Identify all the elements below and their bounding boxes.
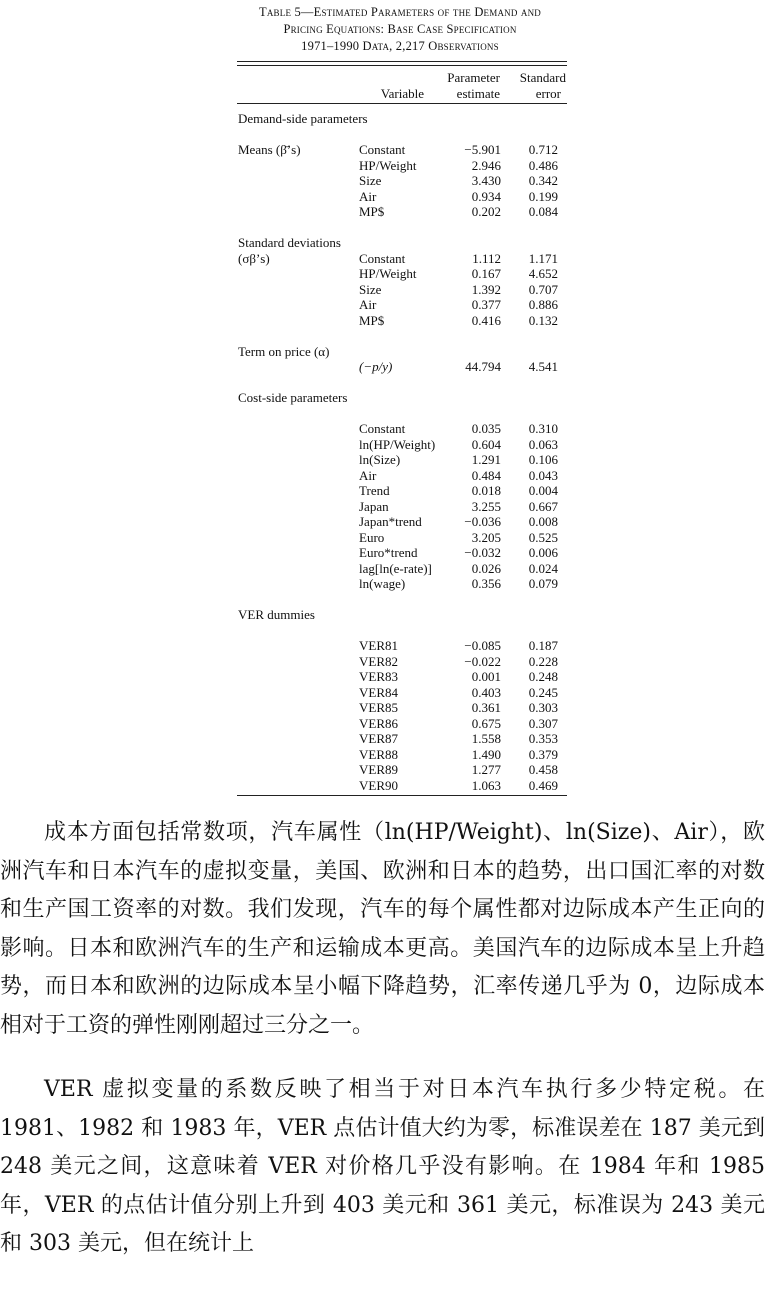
table-row	[238, 483, 568, 499]
variable-name: VER85	[359, 700, 398, 715]
parameter-estimate: −5.901	[464, 142, 501, 157]
table-row	[238, 514, 568, 530]
variable-name: ln(Size)	[359, 452, 401, 467]
variable-name: Constant	[359, 250, 406, 266]
group-label: Standard deviations	[238, 235, 341, 250]
table-row	[238, 685, 568, 701]
paragraph: 成本方面包括常数项，汽车属性（ln(HP/Weight)、ln(Size)、Air），欧洲汽车和日本汽车的虚拟变量，美国、欧洲和日本的趋势，出口国汇率的对数和生产国工资率的对数。我们发现，汽车的每个属性都对边际成本产生正向的影响。日本和欧洲汽车的生产和运输成本更高。美国汽车的边际成本呈上升趋势，而日本和欧洲的边际成本呈小幅下降趋势，汇率传递几乎为 0，边际成本相对于工资的弹性刚刚超过三分之一。	[0, 820, 765, 1038]
parameter-estimate: −0.022	[464, 653, 501, 669]
header-estimate	[430, 70, 500, 102]
table-row	[238, 545, 568, 561]
standard-error: 0.486	[528, 157, 558, 173]
standard-error: 0.707	[528, 281, 558, 297]
variable-name: ln(wage)	[359, 576, 406, 591]
section-heading-label: VER dummies	[238, 607, 315, 622]
header-standard-error	[505, 70, 566, 102]
table-row	[238, 437, 568, 453]
blank-line	[238, 220, 568, 236]
table-row	[238, 266, 568, 282]
standard-error: 1.171	[528, 250, 558, 266]
variable-name: Japan	[359, 498, 389, 514]
variable-name: VER84	[359, 684, 398, 700]
parameter-estimate: 0.416	[471, 312, 501, 328]
table-row	[238, 561, 568, 577]
blank-line	[238, 406, 568, 422]
standard-error: 0.353	[528, 731, 558, 746]
variable-name: (−p/y)	[359, 359, 393, 374]
section-heading	[238, 607, 568, 623]
parameter-estimate: 1.490	[471, 746, 501, 762]
standard-error: 0.006	[528, 545, 558, 560]
parameter-estimate: 0.202	[471, 204, 501, 219]
standard-error: 0.712	[528, 142, 558, 157]
parameter-estimate: 0.484	[471, 467, 501, 483]
blank-line	[238, 328, 568, 344]
parameter-estimate: 3.430	[471, 173, 501, 188]
standard-error: 0.303	[528, 700, 558, 715]
standard-error: 4.652	[528, 266, 558, 281]
paragraph: VER 虚拟变量的系数反映了相当于对日本汽车执行多少特定税。在 1981、1982 和 1983 年，VER 点估计值大约为零，标准误差在 187 美元到 248 美元之间，这意味着 VER 对价格几乎没有影响。在 1984 年和 1985 年，VER 的点估计值分别上升到 403 美元和 361 美元，标准误为 243 美元和 303 美元，但在统计上	[0, 1077, 765, 1256]
standard-error: 0.379	[528, 746, 558, 762]
parameter-estimate: 1.277	[471, 762, 501, 777]
standard-error: 0.228	[528, 653, 558, 669]
standard-error: 0.063	[528, 436, 558, 452]
group-label: Means (β̄’s)	[238, 142, 301, 157]
standard-error: 0.043	[528, 467, 558, 483]
variable-name: Constant	[359, 421, 406, 436]
table-row	[238, 297, 568, 313]
body-text	[0, 814, 765, 1290]
parameter-estimate: 1.291	[471, 452, 501, 467]
standard-error: 0.469	[528, 777, 558, 793]
blank-line	[238, 623, 568, 639]
parameter-estimate: 3.255	[471, 498, 501, 514]
standard-error: 0.342	[528, 173, 558, 188]
standard-error: 0.132	[528, 312, 558, 328]
variable-name: Air	[359, 467, 377, 483]
standard-error: 0.458	[528, 762, 558, 777]
table-row	[238, 158, 568, 174]
section-heading-label: Term on price (α)	[238, 343, 330, 359]
parameter-estimate: 0.675	[471, 715, 501, 731]
standard-error: 0.084	[528, 204, 558, 219]
variable-name: VER89	[359, 762, 398, 777]
header-rule	[237, 103, 567, 104]
variable-name: Size	[359, 173, 382, 188]
parameter-estimate: 0.403	[471, 684, 501, 700]
parameter-estimate: 0.035	[471, 421, 501, 436]
variable-name: Trend	[359, 483, 390, 498]
table-title-line: 1971–1990 Data, 2,217 Observations	[301, 39, 499, 53]
table-row	[238, 638, 568, 654]
variable-name: Size	[359, 281, 382, 297]
standard-error: 0.008	[528, 514, 558, 529]
parameter-estimate: 0.361	[471, 700, 501, 715]
variable-name: VER83	[359, 669, 398, 684]
standard-error: 0.248	[528, 669, 558, 684]
variable-name: Air	[359, 297, 377, 312]
parameter-estimate: 1.558	[471, 731, 501, 746]
header-se-line1: Standard	[519, 70, 566, 85]
variable-name: MP$	[359, 204, 385, 219]
section-heading	[238, 111, 568, 127]
parameter-estimate: 2.946	[471, 157, 501, 173]
variable-name: MP$	[359, 312, 385, 328]
parameter-estimate: 1.112	[472, 250, 501, 266]
variable-name: VER86	[359, 715, 398, 731]
standard-error: 0.667	[528, 498, 558, 514]
variable-name: ln(HP/Weight)	[359, 436, 436, 452]
table-row	[238, 204, 568, 220]
standard-error: 4.541	[528, 359, 558, 374]
variable-name: VER90	[359, 777, 398, 793]
parameter-estimate: 0.377	[471, 297, 501, 312]
header-estimate-line2: estimate	[456, 86, 500, 101]
standard-error: 0.024	[528, 560, 558, 576]
parameter-estimate: 1.392	[471, 281, 501, 297]
table-title	[230, 4, 570, 55]
parameter-estimate: 0.026	[471, 560, 501, 576]
section-heading	[238, 390, 568, 406]
header-estimate-line1: Parameter	[447, 70, 500, 85]
parameter-estimate: 3.205	[471, 529, 501, 545]
standard-error: 0.199	[528, 188, 558, 204]
parameter-estimate: 0.934	[471, 188, 501, 204]
table-row	[238, 716, 568, 732]
variable-name: VER87	[359, 731, 398, 746]
bottom-rule	[237, 795, 567, 796]
blank-line	[238, 592, 568, 608]
group-label-row	[238, 235, 568, 251]
table-row	[238, 452, 568, 468]
blank-line	[238, 127, 568, 143]
parameter-estimate: −0.036	[464, 514, 501, 529]
standard-error: 0.004	[528, 483, 558, 498]
standard-error: 0.307	[528, 715, 558, 731]
variable-name: Euro	[359, 529, 385, 545]
parameter-estimate: 44.794	[465, 359, 501, 374]
variable-name: Euro*trend	[359, 545, 418, 560]
standard-error: 0.886	[528, 297, 558, 312]
table-title-line: Table 5—Estimated Parameters of the Demand and	[259, 5, 541, 19]
parameter-estimate: −0.085	[464, 638, 501, 653]
table-row	[238, 421, 568, 437]
header-se-line2: error	[535, 86, 561, 101]
parameter-estimate: 0.356	[471, 576, 501, 591]
table-row	[238, 576, 568, 592]
variable-name: lag[ln(e-rate)]	[359, 560, 432, 576]
group-label: (σβ’s)	[238, 250, 270, 266]
table-row	[238, 251, 568, 267]
table-row	[238, 142, 568, 158]
table-row	[238, 731, 568, 747]
section-heading-label: Demand-side parameters	[238, 111, 368, 126]
standard-error: 0.245	[528, 684, 558, 700]
parameter-estimate: 0.167	[471, 266, 501, 281]
parameter-estimate: 0.018	[471, 483, 501, 498]
table-row	[238, 359, 568, 375]
variable-name: VER88	[359, 746, 398, 762]
top-double-rule	[237, 65, 567, 66]
table-row	[238, 778, 568, 794]
standard-error: 0.310	[528, 421, 558, 436]
table-row	[238, 173, 568, 189]
table-row	[238, 313, 568, 329]
variable-name: Japan*trend	[359, 514, 422, 529]
standard-error: 0.106	[528, 452, 558, 467]
variable-name: HP/Weight	[359, 266, 417, 281]
table-row	[238, 762, 568, 778]
table-row	[238, 654, 568, 670]
variable-name: VER81	[359, 638, 398, 653]
parameter-estimate: 1.063	[471, 777, 501, 793]
standard-error: 0.187	[528, 638, 558, 653]
table-title-line: Pricing Equations: Base Case Specification	[283, 22, 517, 36]
table-row	[238, 499, 568, 515]
table-row	[238, 530, 568, 546]
table-body	[238, 111, 568, 793]
table-row	[238, 468, 568, 484]
variable-name: Constant	[359, 142, 406, 157]
table-row	[238, 669, 568, 685]
header-variable: Variable	[380, 86, 424, 101]
parameter-estimate: −0.032	[464, 545, 501, 560]
table-row	[238, 189, 568, 205]
parameter-estimate: 0.604	[471, 436, 501, 452]
blank-line	[238, 375, 568, 391]
parameter-estimate: 0.001	[471, 669, 501, 684]
section-heading	[238, 344, 568, 360]
table-row	[238, 747, 568, 763]
standard-error: 0.525	[528, 529, 558, 545]
section-heading-label: Cost-side parameters	[238, 390, 348, 405]
variable-name: Air	[359, 188, 377, 204]
table-row	[238, 282, 568, 298]
variable-name: HP/Weight	[359, 157, 417, 173]
top-double-rule	[237, 61, 567, 62]
variable-name: VER82	[359, 653, 398, 669]
table-row	[238, 700, 568, 716]
standard-error: 0.079	[528, 576, 558, 591]
